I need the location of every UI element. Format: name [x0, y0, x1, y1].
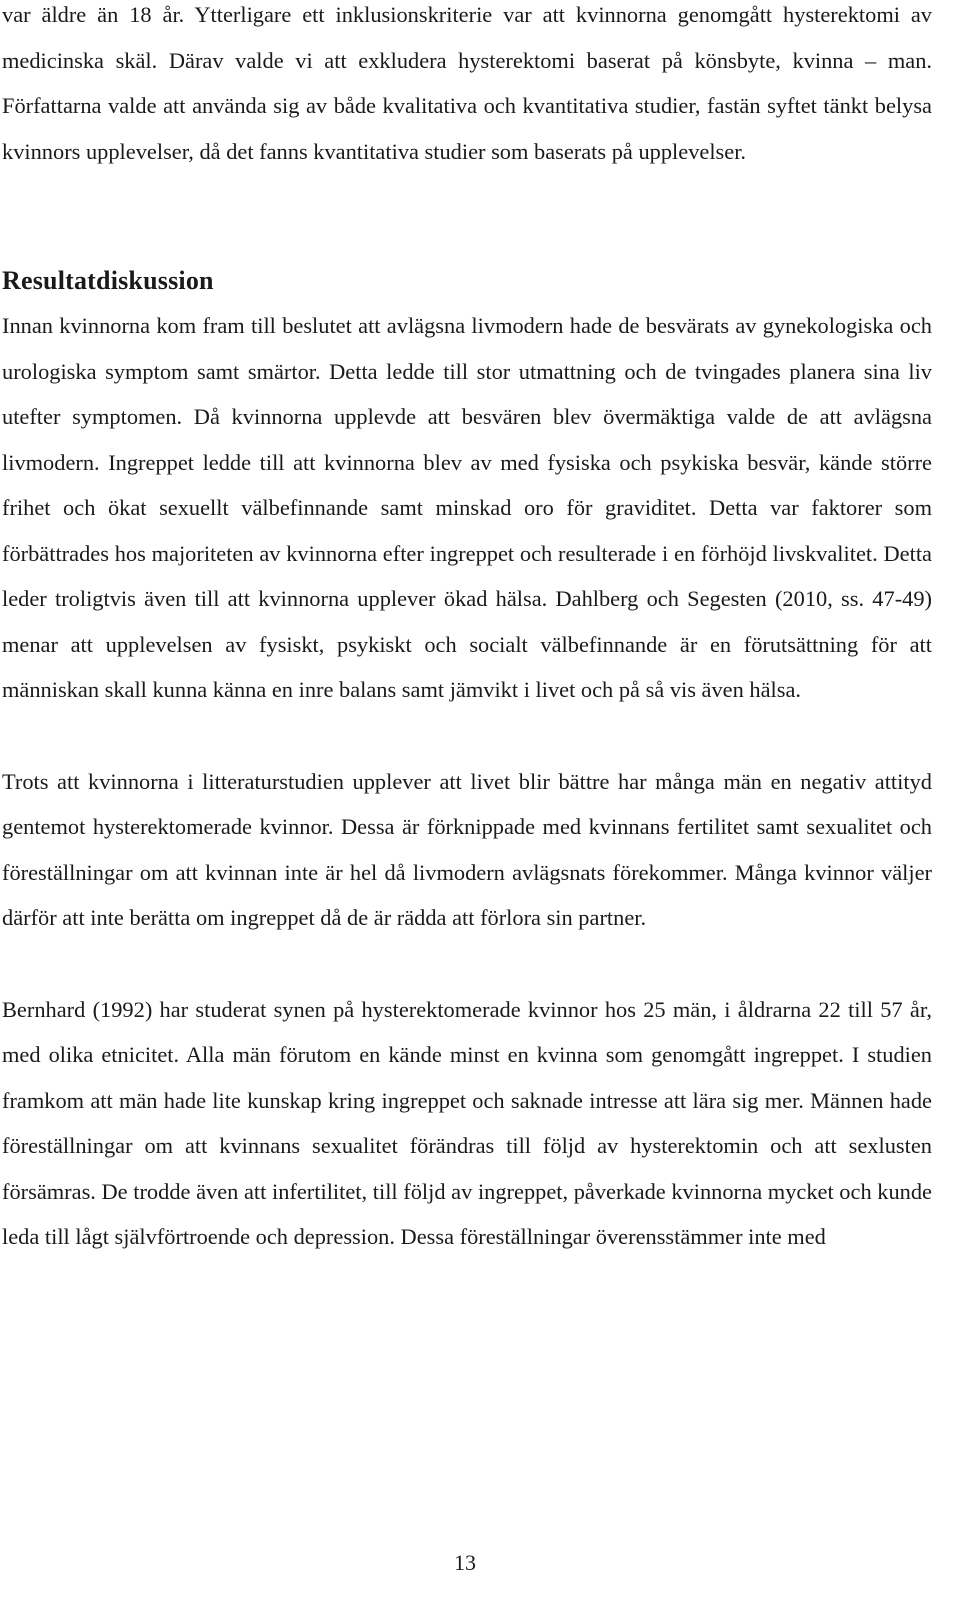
- section-heading: Resultatdiskussion: [2, 266, 214, 295]
- paragraph-3: Bernhard (1992) har studerat synen på hysterektomerade kvinnor hos 25 män, i åldrarna 22 till 57 år, med olika etnicitet. Alla män förutom en kände minst en kvinna som genomgått ingreppet. I studien framkom att män hade lite kunskap kring ingreppet och saknade intresse att lära sig mer. Männen hade föreställningar om att kvinnans sexualitet förändras till följd av hysterektomin och att sexlusten försämras. De trodde även att infertilitet, till följd av ingreppet, påverkade kvinnorna mycket och kunde leda till lågt självförtroende och depression. Dessa föreställningar överensstämmer inte med: [2, 996, 932, 1249]
- paragraph-2: Trots att kvinnorna i litteraturstudien upplever att livet blir bättre har många män en negativ attityd gentemot hysterektomerade kvinnor. Dessa är förknippade med kvinnans fertilitet samt sexualitet och föreställningar om att kvinnan inte är hel då livmodern avlägsnats förekommer. Många kvinnor väljer därför att inte berätta om ingreppet då de är rädda att förlora sin partner.: [2, 768, 932, 930]
- spacer: [2, 713, 932, 759]
- paragraph-1: Innan kvinnorna kom fram till beslutet att avlägsna livmodern hade de besvärats av gynekologiska och urologiska symptom samt smärtor. Detta ledde till stor utmattning och de tvingades planera sina liv utefter symptomen. Då kvinnorna upplevde att besvären blev övermäktiga valde de att avlägsna livmodern. Ingreppet ledde till att kvinnorna blev av med fysiska och psykiska besvär, kände större frihet och ökat sexuellt välbefinnande samt minskad oro för graviditet. Detta var faktorer som förbättrades hos majoriteten av kvinnorna efter ingreppet och resulterade i en förhöjd livskvalitet. Detta leder troligtvis även till att kvinnorna upplever ökad hälsa. Dahlberg och Segesten (2010, ss. 47-49) menar att upplevelsen av fysiskt, psykiskt och socialt välbefinnande är en förutsättning för att människan skall kunna känna en inre balans samt jämvikt i livet och på så vis även hälsa.: [2, 313, 932, 702]
- spacer: [2, 941, 932, 987]
- spacer: [2, 174, 932, 265]
- page-number: 13: [454, 1550, 476, 1575]
- intro-paragraph: var äldre än 18 år. Ytterligare ett inklusionskriterie var att kvinnorna genomgått hysterektomi av medicinska skäl. Därav valde vi att exkludera hysterektomi baserat på könsbyte, kvinna – man. Författarna valde att använda sig av både kvalitativa och kvantitativa studier, fastän syftet tänkt belysa kvinnors upplevelser, då det fanns kvantitativa studier som baserats på upplevelser.: [2, 2, 932, 164]
- document-page: [2, 0, 932, 1260]
